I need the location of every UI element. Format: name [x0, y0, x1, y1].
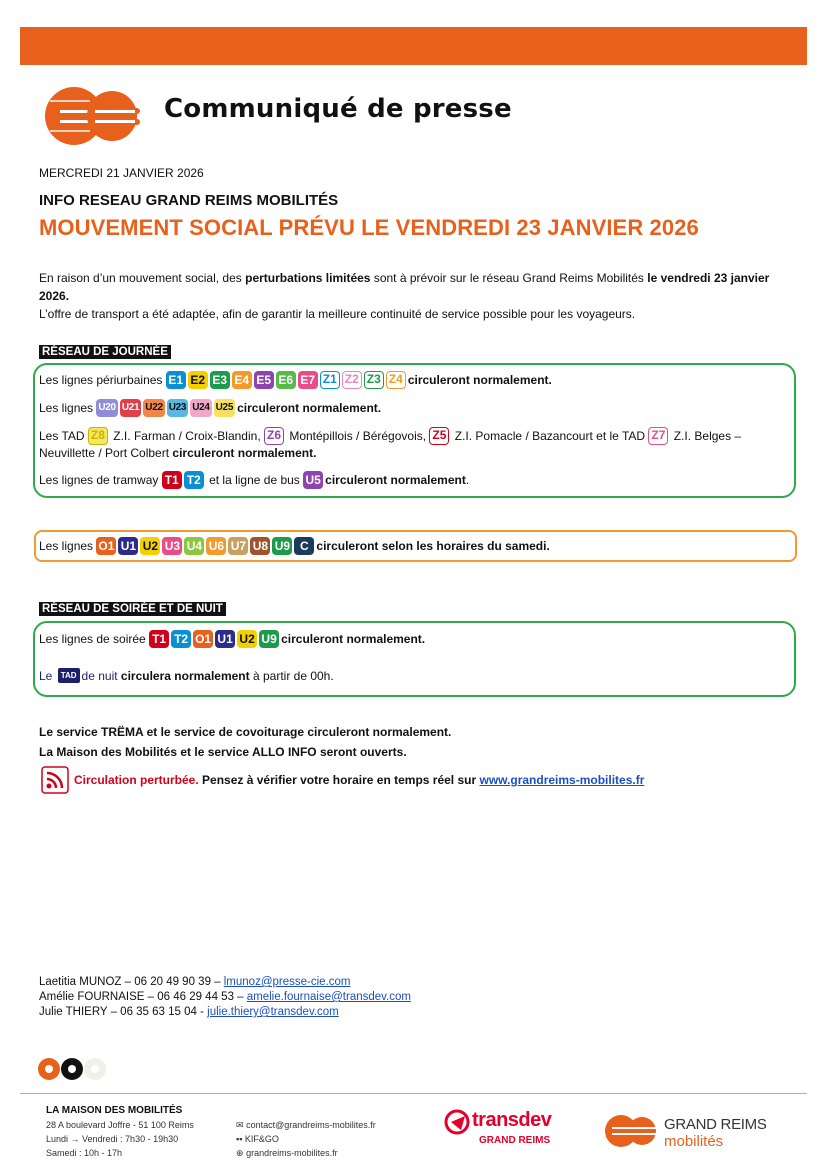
line-badge-t2: T2 [171, 630, 191, 648]
press-contacts [39, 975, 411, 1020]
line-status: circuleront normalement. [172, 446, 317, 460]
alert-text: Pensez à vérifier votre horaire en temps réel sur [198, 773, 480, 787]
line-status: circuleront normalement [325, 473, 466, 487]
line-badge-u24: U24 [190, 399, 211, 417]
line-badge-u2: U2 [237, 630, 257, 648]
section-heading-night: RÉSEAU DE SOIRÉE ET DE NUIT [39, 602, 226, 616]
line-badge-e6: E6 [276, 371, 296, 389]
line-text: Montépillois / Bérégovois, [286, 429, 430, 443]
line-badge-e2: E2 [188, 371, 208, 389]
contact-row [39, 1005, 411, 1020]
line-badge-u20: U20 [96, 399, 117, 417]
top-orange-bar [20, 27, 807, 65]
line-text: Neuvillette / Port Colbert [39, 446, 173, 460]
intro-text-2: L’offre de transport a été adaptée, afin de garantir la meilleure continuité de service possible pour les voyageurs. [39, 307, 636, 321]
line-text: Z.I. Pomacle / Bazancourt et le TAD [451, 429, 649, 443]
line-text: . [465, 473, 470, 487]
line-status: circuleront normalement. [237, 401, 382, 415]
note-maison: La Maison des Mobilités et le service ALLO INFO seront ouverts. [39, 745, 407, 759]
transdev-subtitle: GRAND REIMS [479, 1135, 551, 1146]
mail-icon: ✉ [236, 1120, 244, 1130]
footer-divider [20, 1093, 807, 1094]
line-badge-t2: T2 [184, 471, 204, 489]
night-line-1 [39, 630, 425, 648]
line-badge-z3: Z3 [364, 371, 384, 389]
line-text: Le [39, 668, 56, 683]
saturday-line [39, 537, 550, 555]
line-status: circuleront selon les horaires du samedi. [316, 539, 550, 553]
line-badge-e4: E4 [232, 371, 252, 389]
tad-badge-z8: Z8 [88, 427, 108, 445]
contact-row [39, 975, 411, 990]
contact-email-link[interactable]: julie.thiery@transdev.com [207, 1006, 339, 1018]
line-text: Les lignes de tramway [39, 473, 162, 487]
line-text: Les lignes [39, 539, 97, 553]
line-badge-u3: U3 [162, 537, 182, 555]
globe-icon: ⊕ [236, 1148, 244, 1158]
transdev-wordmark: transdev [472, 1109, 552, 1131]
line-text: Les TAD [39, 429, 88, 443]
line-badge-t1: T1 [149, 630, 169, 648]
contact-email-link[interactable]: amelie.fournaise@transdev.com [246, 991, 411, 1003]
tad-badge-z6: Z6 [264, 427, 284, 445]
line-badge-u25: U25 [214, 399, 235, 417]
line-text: Z.I. Belges – [670, 429, 742, 443]
headline: MOUVEMENT SOCIAL PRÉVU LE VENDREDI 23 JANVIER 2026 [39, 215, 699, 240]
intro-bold: perturbations limitées [245, 271, 371, 285]
line-badge-e1: E1 [166, 371, 186, 389]
intro-date: le vendredi 23 janvier 2026. [39, 271, 770, 303]
line-badge-u6: U6 [206, 537, 226, 555]
release-date: MERCREDI 21 JANVIER 2026 [39, 166, 204, 180]
press-title: Communiqué de presse [164, 94, 512, 124]
footer-web-row[interactable] [236, 1146, 376, 1160]
alert-line [74, 773, 644, 787]
line-badge-o1: O1 [195, 632, 212, 646]
footer-contact [236, 1118, 376, 1160]
brand-dots-icon [38, 1057, 108, 1081]
line-status: circuleront normalement. [281, 632, 426, 646]
footer-email: contact@grandreims-mobilites.fr [246, 1120, 376, 1130]
alert-red-text: Circulation perturbée. [74, 773, 199, 787]
line-text: à partir de 00h. [249, 668, 334, 683]
contact-text: Laetitia MUNOZ – 06 20 49 90 39 – [39, 976, 224, 988]
contact-text: Amélie FOURNAISE – 06 46 29 44 53 – [39, 991, 247, 1003]
intro-text: sont à prévoir sur le réseau Grand Reims Mobilités [370, 271, 648, 285]
footer-hours-saturday: Samedi : 10h - 17h [46, 1148, 123, 1158]
footer-app-row[interactable] [236, 1132, 376, 1146]
line-badge-u2: U2 [140, 537, 160, 555]
grand-reims-mobilites: mobilités [664, 1133, 724, 1150]
website-link[interactable]: www.grandreims-mobilites.fr [479, 773, 645, 787]
tad-badge-z5: Z5 [429, 427, 449, 445]
line-badge-t1: T1 [162, 471, 182, 489]
grand-reims-footer-logo-icon [604, 1114, 660, 1148]
tad-night-badge: TAD [58, 668, 80, 683]
line-text: Z.I. Farman / Croix-Blandin, [109, 429, 264, 443]
contact-email-link[interactable]: lmunoz@presse-cie.com [223, 976, 351, 988]
line-badge-e5: E5 [254, 371, 274, 389]
line-text: et la ligne de bus [205, 473, 304, 487]
footer-title: LA MAISON DES MOBILITÉS [46, 1105, 183, 1116]
section-heading-day: RÉSEAU DE JOURNÉE [39, 345, 171, 359]
line-badge-u5: U5 [303, 471, 323, 489]
line-badge-o1: O1 [98, 539, 115, 553]
tad-badge-z7: Z7 [648, 427, 668, 445]
line-badge-e3: E3 [210, 371, 230, 389]
intro-paragraph [39, 269, 789, 323]
night-line-2 [39, 668, 334, 683]
intro-text: En raison d’un mouvement social, des [39, 271, 246, 285]
rss-alert-icon [41, 766, 69, 794]
footer-app: KIF&GO [244, 1134, 279, 1144]
day-line-3 [39, 427, 741, 445]
line-badge-u1: U1 [118, 537, 138, 555]
line-badge-u21: U21 [120, 399, 141, 417]
line-status: circulera normalement [117, 668, 250, 683]
app-store-icon: ▪▪ [236, 1134, 243, 1144]
line-badge-u1: U1 [215, 630, 235, 648]
footer-website: grandreims-mobilites.fr [246, 1148, 338, 1158]
day-line-1 [39, 371, 552, 389]
line-text: Les lignes périurbaines [39, 373, 166, 387]
line-badge-e7: E7 [298, 371, 318, 389]
line-badge-u22: U22 [143, 399, 164, 417]
contact-row [39, 990, 411, 1005]
line-badge-u9: U9 [259, 630, 279, 648]
line-badge-c: C [294, 537, 314, 555]
line-text: Les lignes [39, 401, 97, 415]
grand-reims-logo-icon [40, 86, 142, 146]
line-badge-z4: Z4 [386, 371, 406, 389]
line-badge-u4: U4 [184, 537, 204, 555]
line-text: Les lignes de soirée [39, 632, 150, 646]
line-badge-u7: U7 [228, 537, 248, 555]
line-badge-u8: U8 [250, 537, 270, 555]
footer-hours-weekday: Lundi → Vendredi : 7h30 - 19h30 [46, 1134, 179, 1144]
transdev-logo-icon [443, 1108, 473, 1138]
grand-reims-wordmark: GRAND REIMS [664, 1116, 767, 1133]
line-badge-z2: Z2 [342, 371, 362, 389]
footer-address [46, 1118, 194, 1160]
day-line-2 [39, 399, 381, 417]
line-status: circuleront normalement. [407, 373, 552, 387]
line-text: de nuit [81, 668, 118, 683]
day-line-4 [39, 471, 469, 489]
line-badge-u23: U23 [167, 399, 188, 417]
footer-email-row[interactable] [236, 1118, 376, 1132]
line-badge-u9: U9 [272, 537, 292, 555]
line-badge-z1: Z1 [320, 371, 340, 389]
footer-address-line: 28 A boulevard Joffre - 51 100 Reims [46, 1120, 194, 1130]
note-trema: Le service TRËMA et le service de covoiturage circuleront normalement. [39, 725, 452, 739]
info-title: INFO RESEAU GRAND REIMS MOBILITÉS [39, 192, 339, 209]
day-line-3b [39, 446, 316, 460]
contact-text: Julie THIERY – 06 35 63 15 04 - [39, 1006, 208, 1018]
